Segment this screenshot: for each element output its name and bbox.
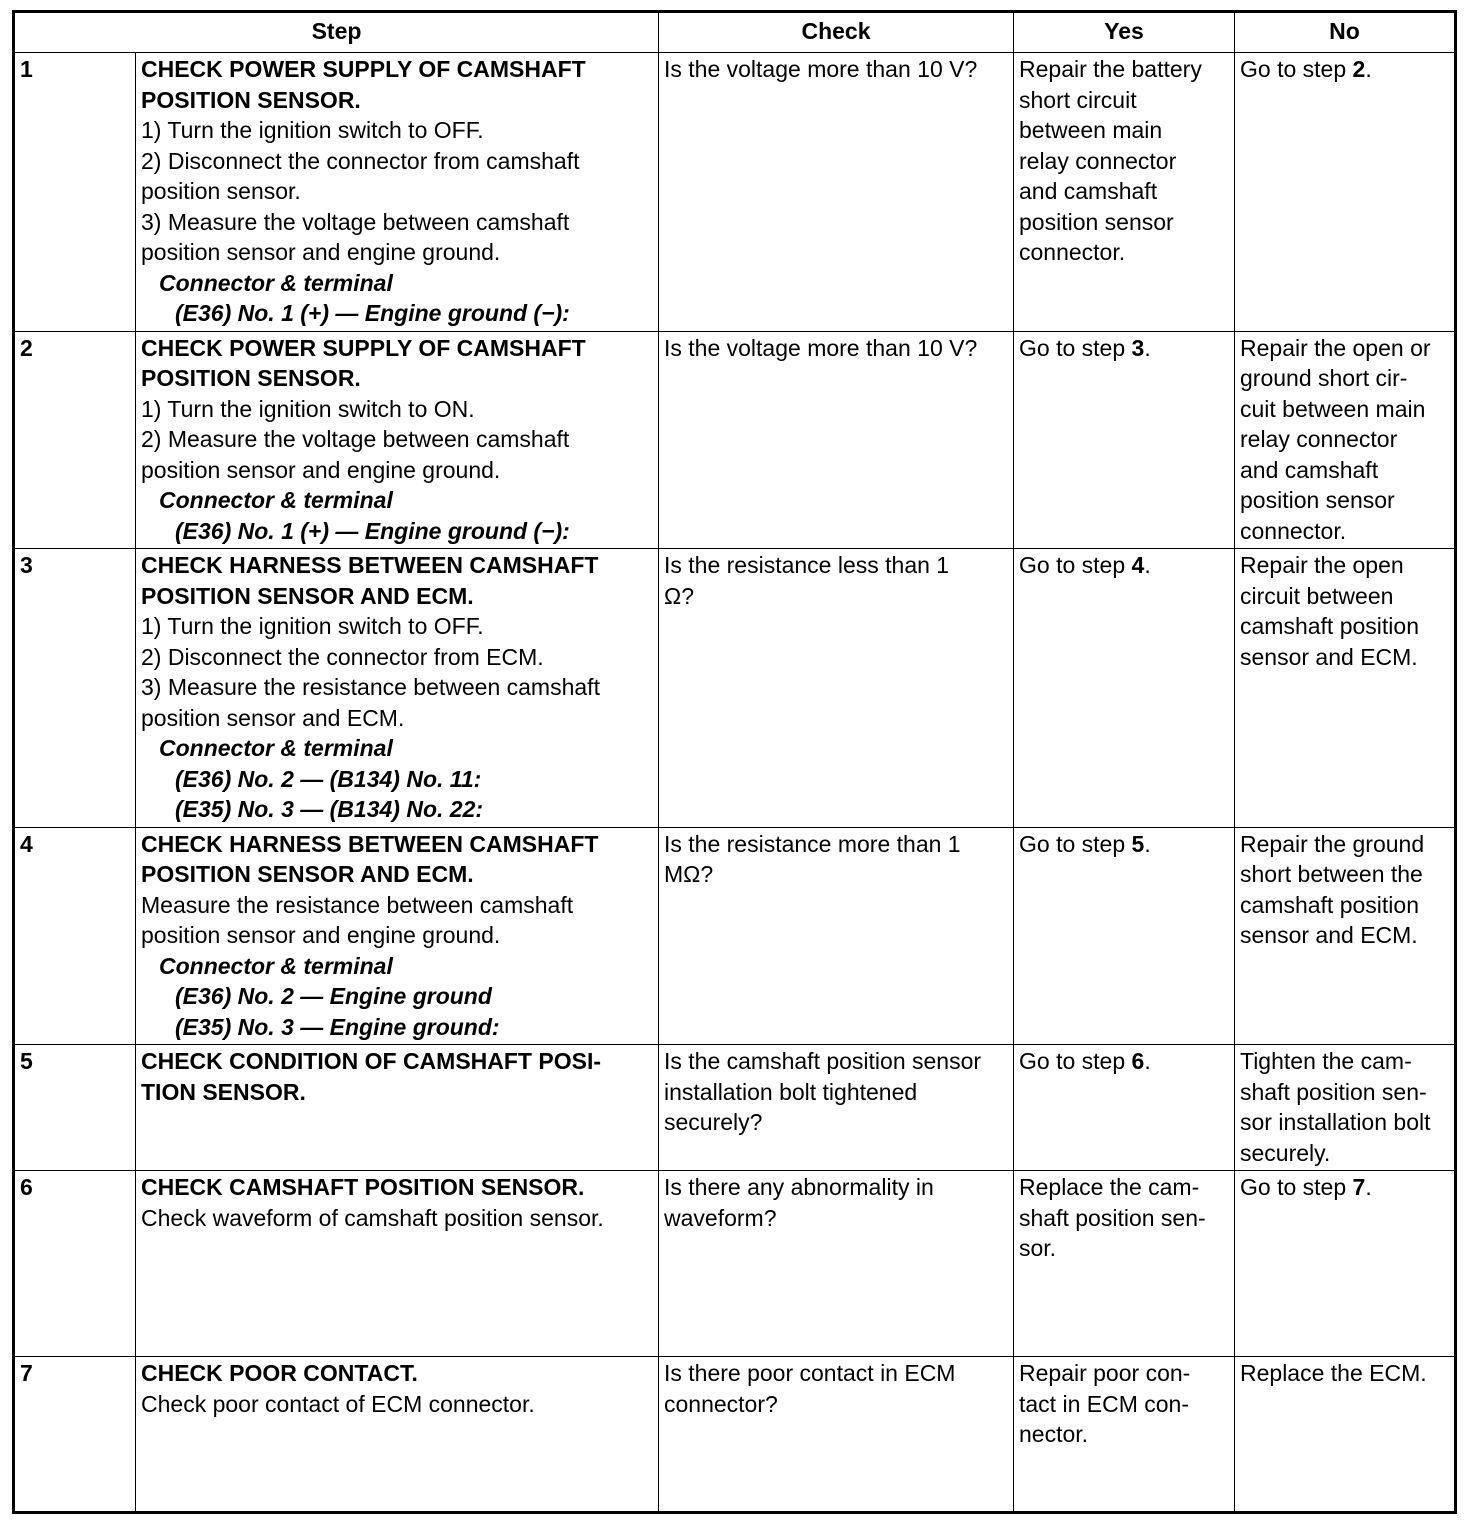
yes-text: short circuit xyxy=(1019,86,1137,113)
step-instruction: 3) Measure the resistance between camshaft xyxy=(141,674,600,700)
step-number: 3 xyxy=(14,549,136,828)
yes-text: and camshaft xyxy=(1019,178,1158,204)
step-number: 2 xyxy=(14,331,136,549)
yes-cell xyxy=(1014,53,1235,332)
check-text: installation bolt tightened xyxy=(664,1078,918,1105)
step-ref-number: 2 xyxy=(1352,56,1366,82)
step-instruction: position sensor and engine ground. xyxy=(141,922,501,948)
step-instruction: 2) Measure the voltage between camshaft xyxy=(141,426,570,452)
yes-text: Repair poor con- xyxy=(1019,1360,1191,1386)
step-title: CHECK CAMSHAFT POSITION SENSOR. xyxy=(141,1174,585,1200)
header-step: Step xyxy=(14,12,659,53)
yes-go-to-step: Go to step 3. xyxy=(1019,334,1151,361)
step-ref-number: 6 xyxy=(1131,1048,1145,1074)
header-yes: Yes xyxy=(1014,12,1235,53)
step-instruction: 2) Disconnect the connector from ECM. xyxy=(141,643,544,670)
table-body xyxy=(14,53,1456,1513)
step-description xyxy=(136,53,659,332)
check-text: connector? xyxy=(664,1390,778,1417)
check-cell xyxy=(659,549,1014,828)
yes-text: sor. xyxy=(1019,1235,1057,1261)
connector-terminal-value: (E36) No. 2 — (B134) No. 11: xyxy=(175,765,482,792)
step-instruction: position sensor. xyxy=(141,178,301,204)
step-description xyxy=(136,549,659,828)
check-text: Ω? xyxy=(664,582,694,609)
step-title: POSITION SENSOR. xyxy=(141,86,361,113)
step-number: 1 xyxy=(14,53,136,332)
yes-cell xyxy=(1014,827,1235,1045)
step-description xyxy=(136,1045,659,1171)
no-cell xyxy=(1235,1045,1456,1171)
check-text: Is the voltage more than 10 V? xyxy=(664,56,978,82)
no-cell xyxy=(1235,827,1456,1045)
connector-terminal-label: Connector & terminal xyxy=(159,952,393,979)
yes-text: position sensor xyxy=(1019,208,1174,235)
no-text: camshaft position xyxy=(1240,613,1419,639)
table-row xyxy=(14,549,1456,828)
yes-text: tact in ECM con- xyxy=(1019,1390,1189,1417)
yes-text: relay connector xyxy=(1019,147,1177,174)
no-text: circuit between xyxy=(1240,582,1394,609)
no-text: camshaft position xyxy=(1240,891,1419,918)
yes-go-to-step: Go to step 6. xyxy=(1019,1048,1151,1074)
connector-terminal-value: (E35) No. 3 — (B134) No. 22: xyxy=(175,796,484,822)
no-text: Repair the ground xyxy=(1240,830,1425,857)
no-text: connector. xyxy=(1240,517,1347,544)
step-description xyxy=(136,1357,659,1513)
step-ref-number: 7 xyxy=(1352,1174,1366,1200)
no-go-to-step: Go to step 7. xyxy=(1240,1174,1372,1200)
table-row xyxy=(14,827,1456,1045)
step-instruction: Check waveform of camshaft position sensor. xyxy=(141,1204,604,1231)
check-cell xyxy=(659,1357,1014,1513)
no-text: Repair the open xyxy=(1240,552,1404,578)
check-text: waveform? xyxy=(664,1204,777,1231)
check-cell xyxy=(659,1045,1014,1171)
step-title: CHECK POWER SUPPLY OF CAMSHAFT xyxy=(141,334,586,361)
connector-terminal-value: (E36) No. 1 (+) — Engine ground (−): xyxy=(175,517,570,544)
no-text: ground short cir- xyxy=(1240,365,1408,391)
table-row xyxy=(14,53,1456,332)
step-title: CHECK HARNESS BETWEEN CAMSHAFT xyxy=(141,552,599,578)
check-text: MΩ? xyxy=(664,861,714,887)
check-cell xyxy=(659,827,1014,1045)
step-title: POSITION SENSOR AND ECM. xyxy=(141,582,474,609)
no-text: relay connector xyxy=(1240,426,1398,452)
header-no: No xyxy=(1235,12,1456,53)
connector-terminal-label: Connector & terminal xyxy=(159,735,393,761)
step-instruction: position sensor and engine ground. xyxy=(141,456,501,483)
step-ref-number: 3 xyxy=(1131,334,1145,361)
no-text: sor installation bolt xyxy=(1240,1109,1431,1135)
no-cell xyxy=(1235,331,1456,549)
yes-text: between main xyxy=(1019,117,1163,143)
step-title: CHECK HARNESS BETWEEN CAMSHAFT xyxy=(141,830,599,857)
step-number: 5 xyxy=(14,1045,136,1171)
no-text: short between the xyxy=(1240,861,1423,887)
step-title: POSITION SENSOR AND ECM. xyxy=(141,861,474,887)
step-instruction: 1) Turn the ignition switch to ON. xyxy=(141,395,475,422)
yes-cell xyxy=(1014,1171,1235,1357)
table-row xyxy=(14,1357,1456,1513)
no-text: Replace the ECM. xyxy=(1240,1360,1427,1386)
header-row xyxy=(14,12,1456,53)
yes-text: shaft position sen- xyxy=(1019,1204,1206,1231)
check-cell xyxy=(659,331,1014,549)
yes-go-to-step: Go to step 4. xyxy=(1019,552,1151,578)
check-text: Is the resistance more than 1 xyxy=(664,830,961,857)
yes-text: Replace the cam- xyxy=(1019,1174,1200,1200)
connector-terminal-value: (E35) No. 3 — Engine ground: xyxy=(175,1013,500,1040)
no-text: position sensor xyxy=(1240,487,1395,513)
check-cell xyxy=(659,1171,1014,1357)
step-number: 4 xyxy=(14,827,136,1045)
no-text: sensor and ECM. xyxy=(1240,643,1418,670)
no-cell xyxy=(1235,549,1456,828)
yes-cell xyxy=(1014,1045,1235,1171)
connector-terminal-value: (E36) No. 1 (+) — Engine ground (−): xyxy=(175,300,570,326)
step-instruction: 2) Disconnect the connector from camshaft xyxy=(141,147,580,174)
connector-terminal-label: Connector & terminal xyxy=(159,269,393,296)
no-text: Repair the open or xyxy=(1240,334,1431,361)
no-text: sensor and ECM. xyxy=(1240,922,1418,948)
step-instruction: Measure the resistance between camshaft xyxy=(141,891,574,918)
step-title: CHECK POWER SUPPLY OF CAMSHAFT xyxy=(141,56,586,82)
connector-terminal-value: (E36) No. 2 — Engine ground xyxy=(175,983,492,1009)
connector-terminal-label: Connector & terminal xyxy=(159,487,393,513)
yes-cell xyxy=(1014,1357,1235,1513)
no-text: shaft position sen- xyxy=(1240,1078,1427,1105)
step-instruction: 1) Turn the ignition switch to OFF. xyxy=(141,117,484,143)
no-text: securely. xyxy=(1240,1139,1331,1166)
table-row xyxy=(14,1045,1456,1171)
step-number: 7 xyxy=(14,1357,136,1513)
check-text: Is there any abnormality in xyxy=(664,1174,934,1200)
diagnostic-table xyxy=(12,10,1457,1514)
step-instruction: position sensor and ECM. xyxy=(141,704,405,731)
step-instruction: 1) Turn the ignition switch to OFF. xyxy=(141,613,484,639)
step-number: 6 xyxy=(14,1171,136,1357)
yes-text: Repair the battery xyxy=(1019,56,1202,82)
yes-text: connector. xyxy=(1019,239,1126,265)
check-text: securely? xyxy=(664,1109,763,1135)
no-cell xyxy=(1235,1357,1456,1513)
table-row xyxy=(14,331,1456,549)
check-text: Is the resistance less than 1 xyxy=(664,552,950,578)
no-cell xyxy=(1235,53,1456,332)
step-instruction: 3) Measure the voltage between camshaft xyxy=(141,208,570,235)
step-title: POSITION SENSOR. xyxy=(141,365,361,391)
no-text: cuit between main xyxy=(1240,395,1426,422)
step-title: CHECK POOR CONTACT. xyxy=(141,1360,418,1386)
check-text: Is the voltage more than 10 V? xyxy=(664,334,978,361)
header-check: Check xyxy=(659,12,1014,53)
step-ref-number: 5 xyxy=(1131,830,1145,857)
step-title: TION SENSOR. xyxy=(141,1078,306,1105)
check-text: Is there poor contact in ECM xyxy=(664,1360,956,1386)
step-description xyxy=(136,827,659,1045)
yes-cell xyxy=(1014,549,1235,828)
check-text: Is the camshaft position sensor xyxy=(664,1048,982,1074)
step-instruction: Check poor contact of ECM connector. xyxy=(141,1390,535,1417)
step-ref-number: 4 xyxy=(1131,552,1145,578)
step-description xyxy=(136,1171,659,1357)
yes-cell xyxy=(1014,331,1235,549)
yes-go-to-step: Go to step 5. xyxy=(1019,830,1151,857)
table-row xyxy=(14,1171,1456,1357)
check-cell xyxy=(659,53,1014,332)
step-title: CHECK CONDITION OF CAMSHAFT POSI- xyxy=(141,1048,601,1074)
step-description xyxy=(136,331,659,549)
no-text: and camshaft xyxy=(1240,456,1379,483)
yes-text: nector. xyxy=(1019,1421,1089,1447)
no-cell xyxy=(1235,1171,1456,1357)
step-instruction: position sensor and engine ground. xyxy=(141,239,501,265)
no-go-to-step: Go to step 2. xyxy=(1240,56,1372,82)
no-text: Tighten the cam- xyxy=(1240,1048,1412,1074)
